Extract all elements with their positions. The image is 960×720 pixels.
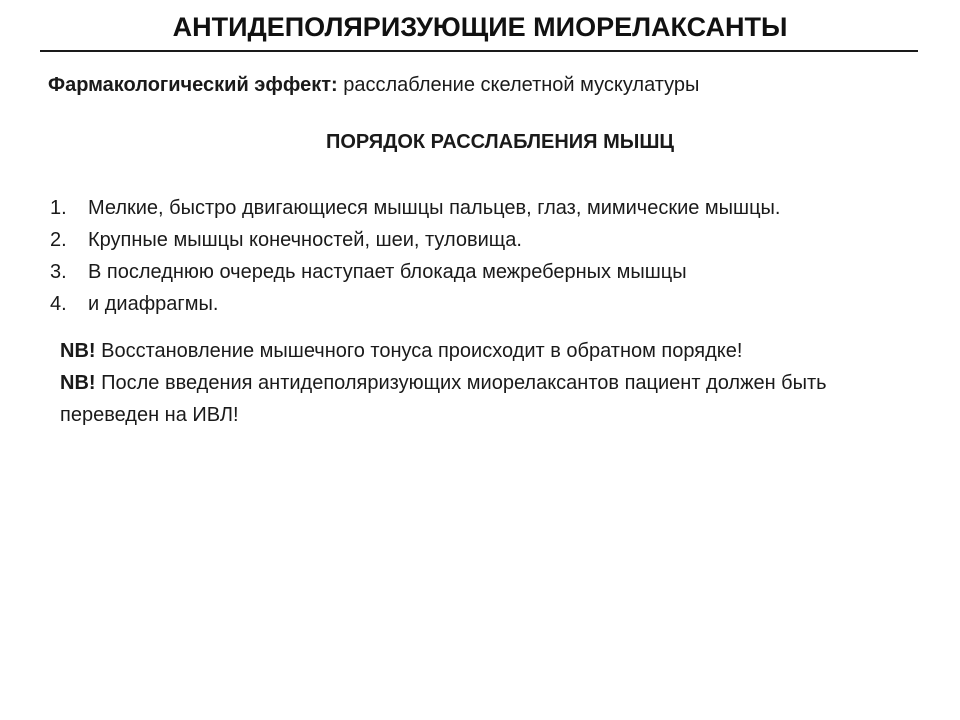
list-item: [50, 224, 781, 256]
nb-label: NB!: [60, 340, 96, 362]
list-item-text: Крупные мышцы конечностей, шеи, туловища.: [88, 229, 522, 251]
list-item-number: 2.: [50, 229, 67, 251]
list-item-text: Мелкие, быстро двигающиеся мышцы пальцев, глаз, мимические мышцы.: [88, 197, 781, 219]
pharmacological-effect: [48, 74, 699, 97]
effect-text: расслабление скелетной мускулатуры: [337, 74, 700, 96]
list-item-text: и диафрагмы.: [88, 293, 219, 315]
slide-title: АНТИДЕПОЛЯРИЗУЮЩИЕ МИОРЕЛАКСАНТЫ: [172, 12, 788, 42]
list-item: [50, 288, 781, 320]
title-divider: [40, 50, 918, 52]
nb-note: [60, 335, 920, 367]
list-item-number: 3.: [50, 261, 67, 283]
nb-text: Восстановление мышечного тонуса происходит в обратном порядке!: [95, 340, 743, 362]
list-item-number: 4.: [50, 293, 67, 315]
list-item-number: 1.: [50, 197, 67, 219]
list-item: [50, 256, 781, 288]
section-heading: ПОРЯДОК РАССЛАБЛЕНИЯ МЫШЦ: [325, 131, 675, 153]
list-item: [50, 192, 781, 224]
nb-notes: [60, 335, 920, 431]
relaxation-order-list: [50, 192, 781, 320]
list-item-text: В последнюю очередь наступает блокада межреберных мышцы: [88, 261, 687, 283]
nb-label: NB!: [60, 372, 96, 394]
nb-text: После введения антидеполяризующих миорелаксантов пациент должен быть переведен на ИВЛ!: [60, 372, 827, 426]
effect-label: Фармакологический эффект:: [48, 74, 338, 96]
nb-note: [60, 367, 920, 431]
